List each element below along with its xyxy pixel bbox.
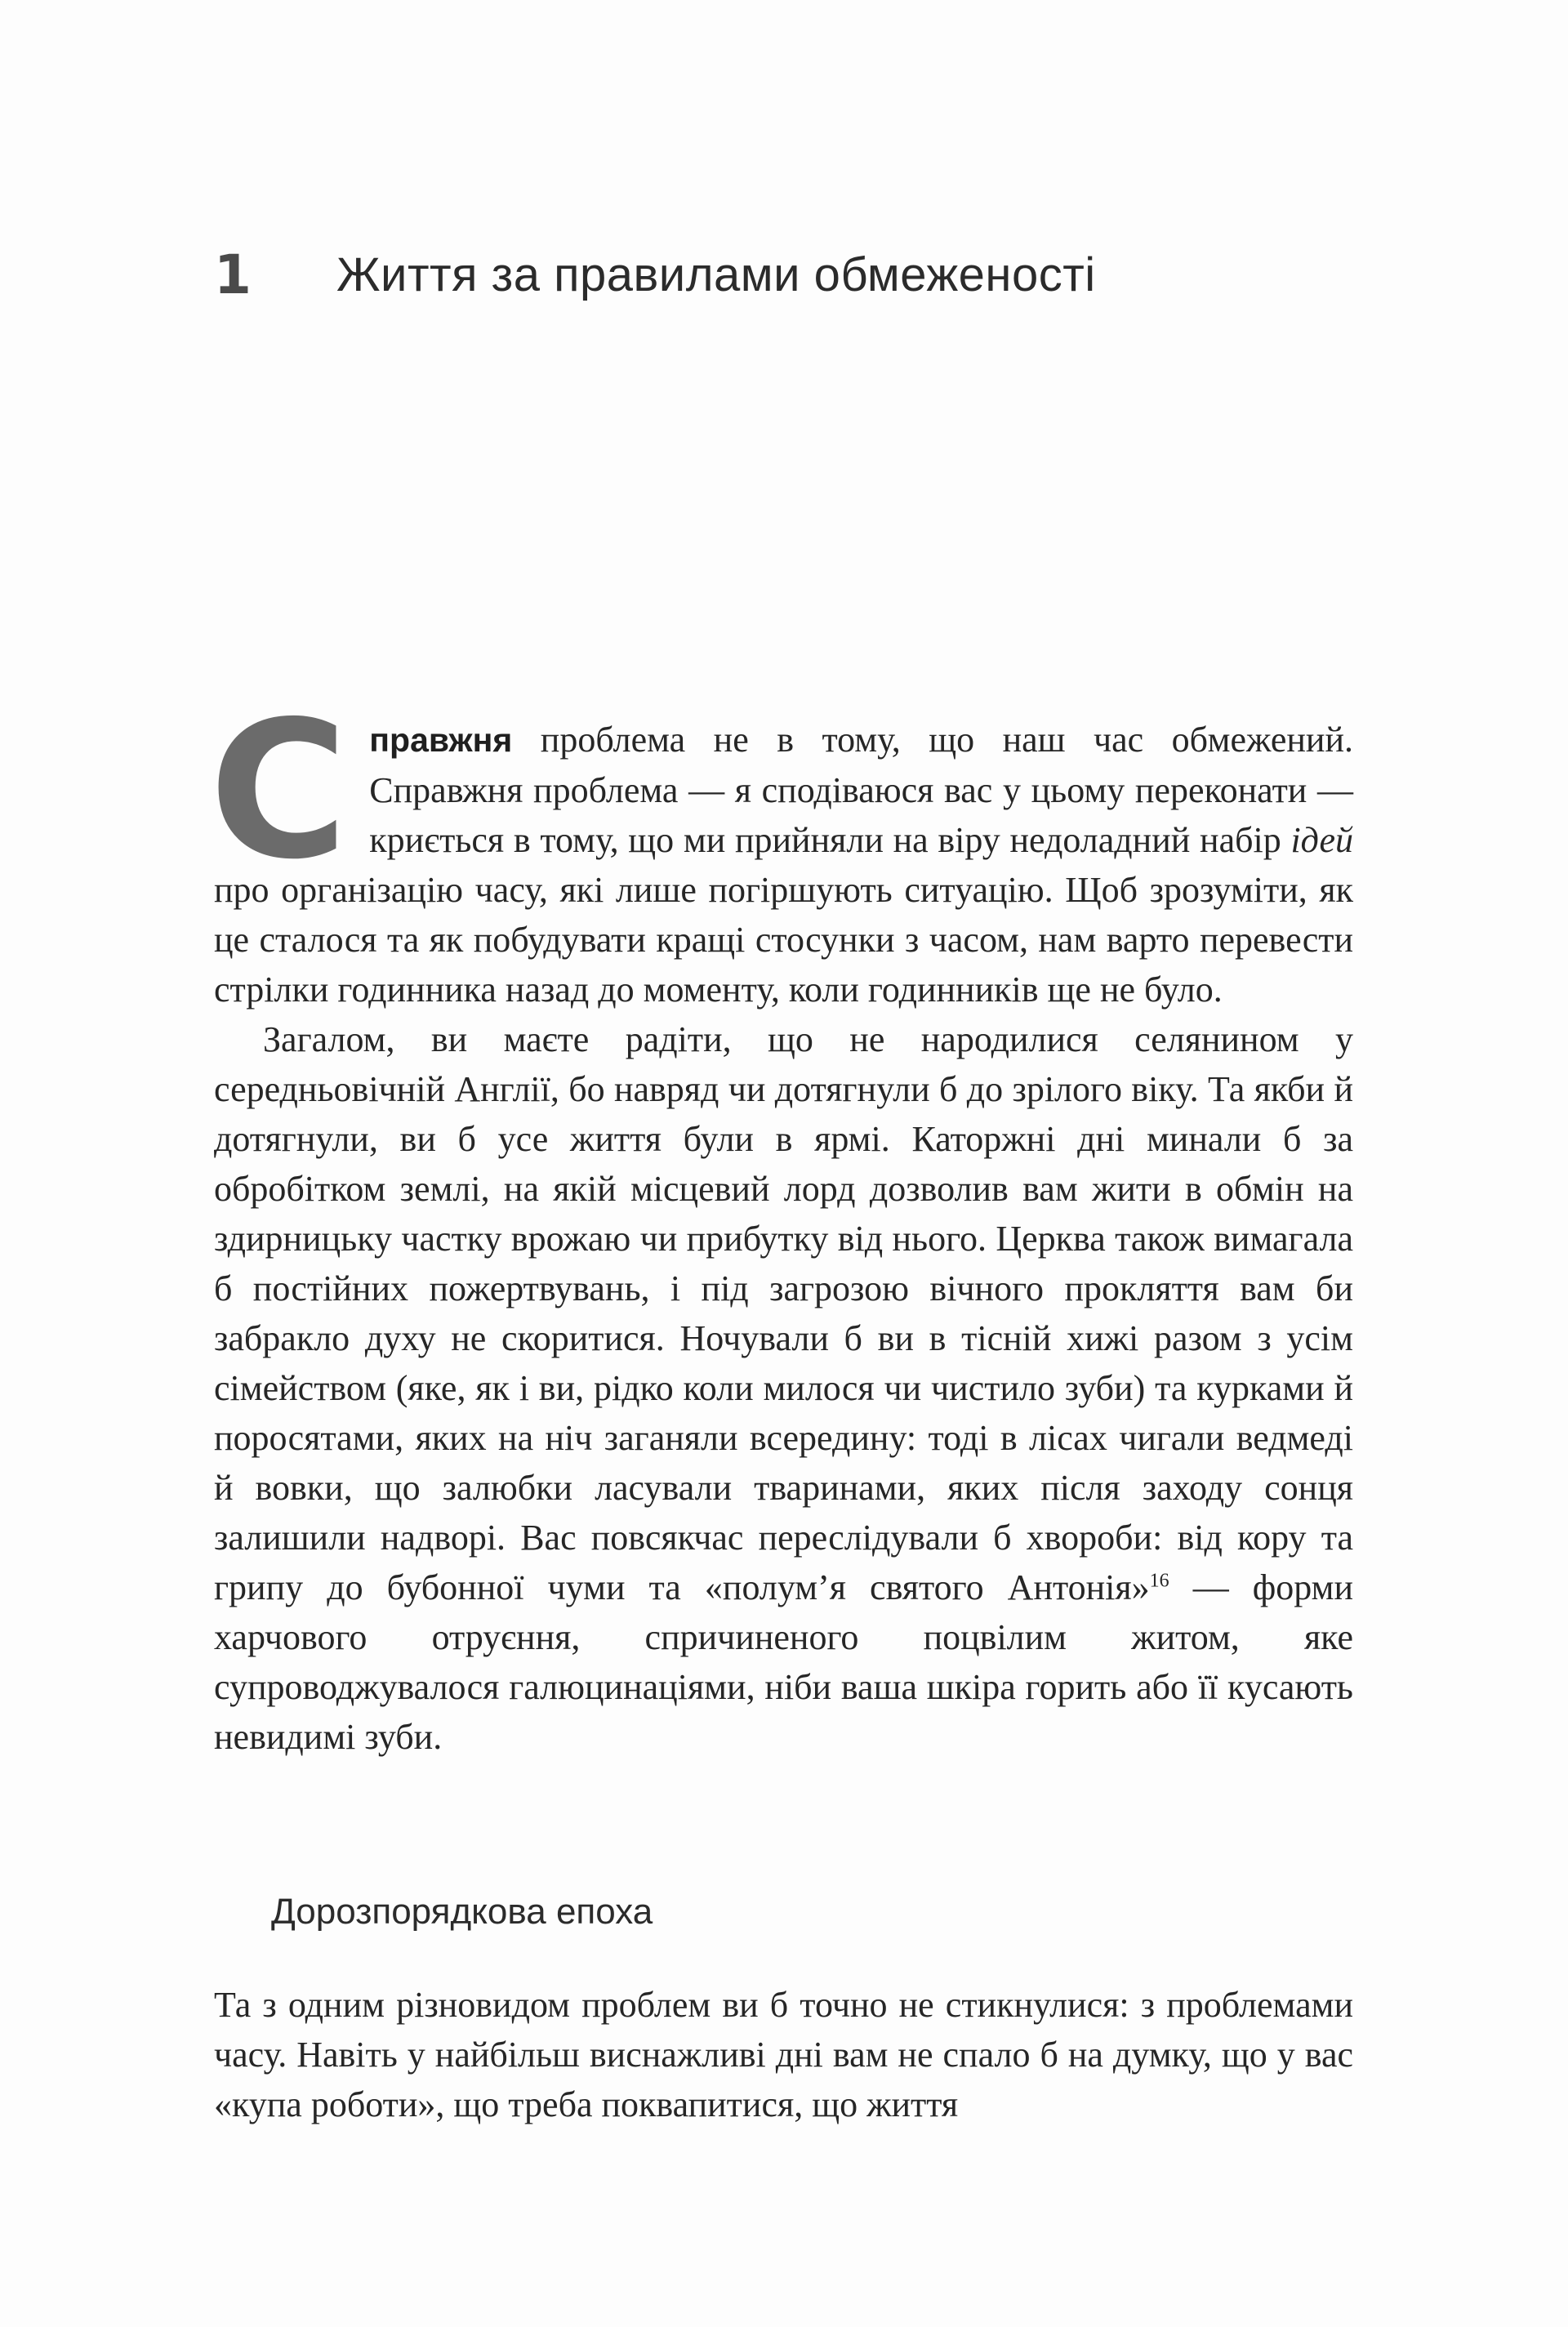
drop-cap: С — [209, 680, 349, 901]
lead-word: правжня — [369, 721, 513, 759]
section-body — [214, 1980, 1353, 2129]
italic-word: ідей — [1290, 820, 1353, 860]
paragraph-text: — форми харчового отруєння, спричиненого поцвілим житом, яке супроводжувалося галюцинаціями, ніби ваша шкіра горить або її кусають невидимі зуби. — [214, 1567, 1354, 1757]
chapter-body — [209, 680, 1354, 1762]
paragraph-text: про організацію часу, які лише погіршують ситуацію. Щоб зрозуміти, як це сталося та як побудувати кращі стосунки з часом, нам варто перевести стрілки годинника назад до моменту, коли годинників ще не було. — [214, 870, 1353, 1010]
paragraph-text: Загалом, ви маєте радіти, що не народилися селянином у середньовічній Англії, бо навряд чи дотягнули б до зрілого віку. Та якби й дотягнули, ви б усе життя були в ярмі. Каторжні дні минали б за обробітком землі, на якій місцевий лорд дозволив вам жити в обмін на здирницьку частку врожаю чи прибутку від нього. Церква також вимагала б постійних пожертвувань, і під загрозою вічного прокляття вам би забракло духу не скоритися. Ночували б ви в тісній хижі разом з усім сімейством (яке, як і ви, рідко коли милося чи чистило зуби) та курками й поросятами, яких на ніч заганяли всередину: тоді в лісах чигали ведмеді й вовки, що залюбки ласували тваринами, яких після заходу сонця залишили надворі. Вас повсякчас переслідували б хвороби: від кору та грипу до бубонної чуми та «полум’я святого Антонія» — [214, 1019, 1353, 1607]
chapter-heading — [214, 230, 1357, 320]
footnote-reference[interactable]: 16 — [1149, 1570, 1169, 1592]
paragraph-medieval — [214, 1014, 1353, 1762]
chapter-title: Життя за правилами обмеженості — [336, 248, 1096, 301]
paragraph-text: проблема не в тому, що наш час обмежений. Справжня проблема — я сподіваюся вас у цьому переконати — криється в тому, що ми прийняли на віру недоладний набір — [369, 720, 1353, 860]
paragraph-section-start: Та з одним різновидом проблем ви б точно не стикнулися: з проблемами часу. Навіть у найбільш виснажливі дні вам не спало б на думку, що у вас «купа роботи», що треба поквапитися, що життя — [214, 1985, 1353, 2124]
paragraph-opening — [209, 680, 1353, 1014]
section-heading: Дорозпорядкова епоха — [271, 1892, 653, 1932]
chapter-number: 1 — [214, 243, 252, 306]
